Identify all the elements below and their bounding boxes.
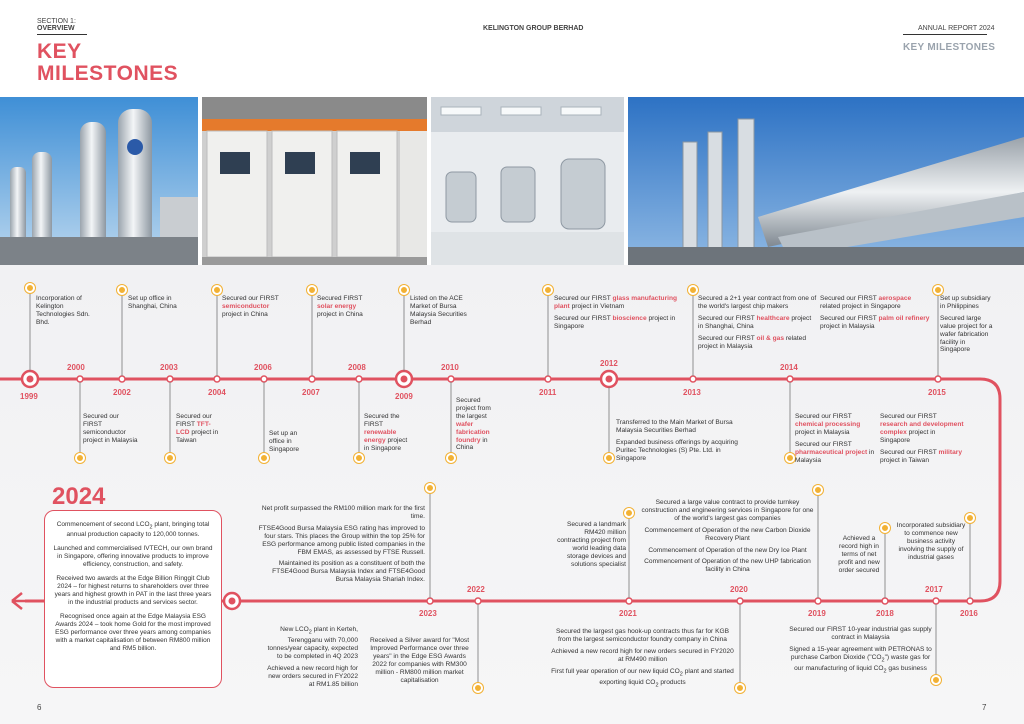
year-2012: 2012 [600, 359, 618, 368]
milestone-dot [624, 508, 634, 518]
milestone-dot [473, 683, 483, 693]
right-page-title: KEY MILESTONES [903, 42, 996, 53]
milestone-dot [446, 453, 456, 463]
milestone-dot [688, 285, 698, 295]
event-1999: Incorporation of Kelington Technologies Sdn. Bhd. [36, 295, 90, 326]
event-2023-top: Net profit surpassed the RM100 million mark for the first time. FTSE4Good Bursa Malaysia ESG rating has improved to four stars. This places the Group within the top 25% for ESG performance among public listed companies in the FBM EMAS, as assessed by FTSE Russell. Maintained its position as a constituent of both the FTSE4Good Bursa Malaysia Index and FTSE4Good Bursa Malaysia Shariah Index. [258, 505, 425, 584]
page-number-left: 6 [37, 703, 42, 712]
event-2013: Secured a 2+1 year contract from one of the world's largest chip makers Secured our FIRST healthcare project in Shanghai, China Secured our FIRST oil & gas related project in Malaysia [698, 295, 817, 350]
event-2006: Set up an office in Singapore [269, 430, 300, 453]
year-2017: 2017 [925, 585, 943, 594]
year-1999: 1999 [20, 392, 38, 401]
year-2007: 2007 [302, 388, 320, 397]
year-2008: 2008 [348, 363, 366, 372]
year-2022: 2022 [467, 585, 485, 594]
milestone-dot [785, 453, 795, 463]
year-2014: 2014 [780, 363, 798, 372]
milestone-dot [75, 453, 85, 463]
event-2012: Transferred to the Main Market of Bursa Malaysia Securities Berhad Expanded business offerings by acquiring Puritec Technologies (S) Pte. Ltd. in Singapore [616, 419, 738, 462]
page-number-right: 7 [982, 703, 987, 712]
event-2002: Set up office in Shanghai, China [128, 295, 177, 310]
milestone-dot [933, 285, 943, 295]
year-2010: 2010 [441, 363, 459, 372]
milestone-dot [813, 485, 823, 495]
event-2008: Secured the FIRST renewable energy project in Singapore [364, 413, 408, 452]
year-2021: 2021 [619, 609, 637, 618]
milestone-dot [543, 285, 553, 295]
event-2023-bottom: New $LCO_2$ plant in Kerteh, Terengganu with 70,000 tonnes/year capacity, expected to be completed in 4Q 2023 Achieved a new record high for new orders secured in FY2022 at RM1.85 billion [267, 626, 358, 688]
milestone-dot [25, 283, 35, 293]
milestone-dot [425, 483, 435, 493]
event-2022: Received a Silver award for "Most Improved Performance over three years" in the Edge ESG Awards 2022 for companies with RM300 million - RM800 million market capitalisation [369, 637, 470, 684]
milestone-dot [604, 453, 614, 463]
event-2007: Secured FIRST solar energy project in China [317, 295, 363, 318]
milestone-dot [399, 285, 409, 295]
event-2015: Set up subsidiary in Philippines Secured large value project for a wafer fabrication facility in Singapore [940, 295, 993, 354]
event-2014-extra: Secured our FIRST research and development complex project in Singapore Secured our FIRST military project in Taiwan [880, 413, 964, 464]
year-2002: 2002 [113, 388, 131, 397]
event-2011: Secured our FIRST glass manufacturing plant project in Vietnam Secured our FIRST bioscience project in Singapore [554, 295, 678, 330]
company-name: KELINGTON GROUP BERHAD [483, 25, 584, 32]
milestone-dot [165, 453, 175, 463]
year-2019: 2019 [808, 609, 826, 618]
year-2024-box: Commencement of second $LCO_2$ plant, bringing total annual production capacity to 120,000 tonnes. Launched and commercialised IVTECH, our own brand in Singapore, offering innovative products to improve efficiency, construction, and safety. Received two awards at the Edge Billion Ringgit Club 2024 – for highest returns to shareholders over three years and highest growth in PAT in the last three years in the industrial products and services sector. Recognised once again at the Edge Malaysia ESG Awards 2024 – took home Gold for the most improved ESG performance over three years among companies with a market capitalisation of between RM800 million and RM5 billion. [44, 510, 222, 688]
milestone-dot [735, 683, 745, 693]
event-2021-bottom: Secured the largest gas hook-up contracts thus far for KGB from the largest semiconductor foundry company in China Achieved a new record high for new orders secured in FY2020 at RM490 million First full year operation of our new liquid $CO_2$ plant and started exporting liquid $CO_2$ products [551, 628, 734, 689]
event-2017-bottom: Secured our FIRST 10-year industrial gas supply contract in Malaysia Signed a 15-year agreement with PETRONAS to purchase Carbon Dioxide $("CO_2")$ waste gas for our manufacturing of liquid $CO_2$ gas business [789, 626, 932, 675]
year-2003: 2003 [160, 363, 178, 372]
event-2009: Listed on the ACE Market of Bursa Malaysia Securities Berhad [410, 295, 467, 326]
year-2024-heading: 2024 [52, 483, 106, 510]
year-2000: 2000 [67, 363, 85, 372]
year-2009: 2009 [395, 392, 413, 401]
year-2023: 2023 [419, 609, 437, 618]
year-2011: 2011 [539, 388, 557, 397]
page-title: KEY MILESTONES [37, 40, 179, 85]
event-2014-bottom: Secured our FIRST chemical processing project in Malaysia Secured our FIRST pharmaceutical project in Malaysia [795, 413, 875, 464]
year-2015: 2015 [928, 388, 946, 397]
year-2006: 2006 [254, 363, 272, 372]
event-2021-top: Secured a landmark RM420 million contracting project from world leading data storage devices and solutions specialist [557, 521, 626, 568]
year-2004: 2004 [208, 388, 226, 397]
milestone-dot [117, 285, 127, 295]
milestone-dot [965, 513, 975, 523]
event-2014-top: Secured our FIRST aerospace related project in Singapore Secured our FIRST palm oil refinery project in Malaysia [820, 295, 930, 330]
event-2010: Secured project from the largest wafer fabrication foundry in China [456, 397, 491, 452]
year-2020: 2020 [730, 585, 748, 594]
event-2000: Secured our FIRST semiconductor project in Malaysia [83, 413, 138, 444]
milestone-dot [212, 285, 222, 295]
event-2017-top: Incorporated subsidiary to commence new business activity involving the supply of industrial gases [896, 522, 966, 561]
section-label: SECTION 1: OVERVIEW [37, 18, 76, 32]
report-name: ANNUAL REPORT 2024 [918, 25, 995, 32]
milestone-dot [880, 523, 890, 533]
year-2016: 2016 [960, 609, 978, 618]
event-2004: Secured our FIRST semiconductor project in China [222, 295, 279, 318]
event-2020: Secured a large value contract to provide turnkey construction and engineering services in Singapore for one of the world's largest gas companies Commencement of Operation of the new Carbon Dioxide Recovery Plant Commencement of Operation of the new Dry Ice Plant Commencement of Operation of the new UHP fabrication facility in China [641, 499, 814, 574]
event-2018: Achieved a record high in terms of net profit and new order secured [838, 535, 880, 574]
event-2003: Secured our FIRST TFT-LCD project in Taiwan [176, 413, 219, 444]
year-2018: 2018 [876, 609, 894, 618]
year-2013: 2013 [683, 388, 701, 397]
milestone-dot [259, 453, 269, 463]
milestone-dot [307, 285, 317, 295]
milestone-dot [354, 453, 364, 463]
